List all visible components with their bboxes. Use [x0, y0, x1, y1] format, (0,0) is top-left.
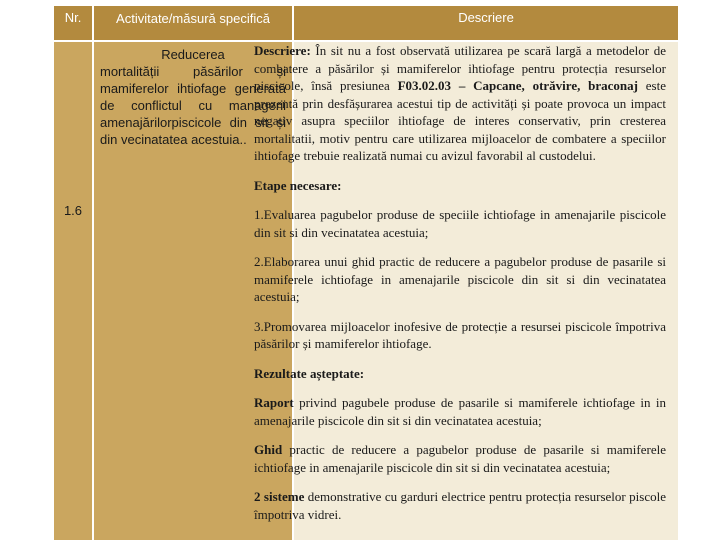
step-item: 3.Promovarea mijloacelor inofesive de protecție a resursei piscicole împotriva păsărilor și mamiferelor ihtiofage. — [254, 318, 666, 351]
description-text — [254, 42, 666, 535]
column-divider — [92, 6, 94, 540]
row-number: 1.6 — [63, 203, 83, 218]
header-activity: Activitate/măsură specifică — [116, 11, 270, 26]
intro-text: În sit nu a fost observată utilizarea pe scară largă a metodelor de combatere a păsărilor și mamiferelor ihtiofage pentru protecția resurselor piscicole, însă presiunea — [254, 43, 666, 93]
results-heading: Rezultate așteptate: — [254, 365, 365, 381]
step-item: 1.Evaluarea pagubelor produse de speciile ichtiofage in amenajarile piscicole din sit si din vecinatatea acestuia; — [254, 207, 666, 240]
header-description: Descriere — [458, 10, 514, 25]
intro-tail: este prezentă prin desfășurarea acestui tip de activități și poate provoca un impact negativ asupra speciilor ihtiofage de interes conservativ, prin cresterea mortalitatii, motiv pentru care utilizarea mijloacelor de combatere a speciilor ihtiofage trebuie realizată numai cu avizul favorabil al custodelui. — [254, 78, 666, 163]
pressure-code: F03.02.03 – Capcane, otrăvire, braconaj — [397, 78, 638, 93]
result-item: Raport privind pagubele produse de pasarile si mamiferele ichtiofage in in amenajarile piscicole din sit si din vecinatatea acestuia; — [254, 395, 666, 428]
activity-title: Reducerea — [161, 47, 225, 62]
steps-heading: Etape necesare: — [254, 177, 342, 193]
result-item: Ghid practic de reducere a pagubelor produse de pasarile si mamiferele ichtiofage in amenajarile piscicole din sit si din vecinatatea acestuia; — [254, 442, 666, 475]
description-intro — [254, 42, 666, 165]
intro-label: Descriere: — [254, 43, 311, 58]
nr-column — [54, 6, 92, 540]
result-item: 2 sisteme demonstrative cu garduri electrice pentru protecția resurselor piscole împotriva vidrei. — [254, 489, 666, 522]
step-item: 2.Elaborarea unui ghid practic de reducere a pagubelor produse de pasarile si mamiferele ichtiofage in amenajarile piscicole din sit si din vecinatatea acestuia; — [254, 254, 666, 304]
header-nr: Nr. — [64, 10, 82, 25]
activity-body: mortalității păsărilor și mamiferelor ihtiofage generată de conflictul cu managerii amenajărilorpiscicole din sit și din vecinatatea acestuia.. — [100, 64, 286, 147]
